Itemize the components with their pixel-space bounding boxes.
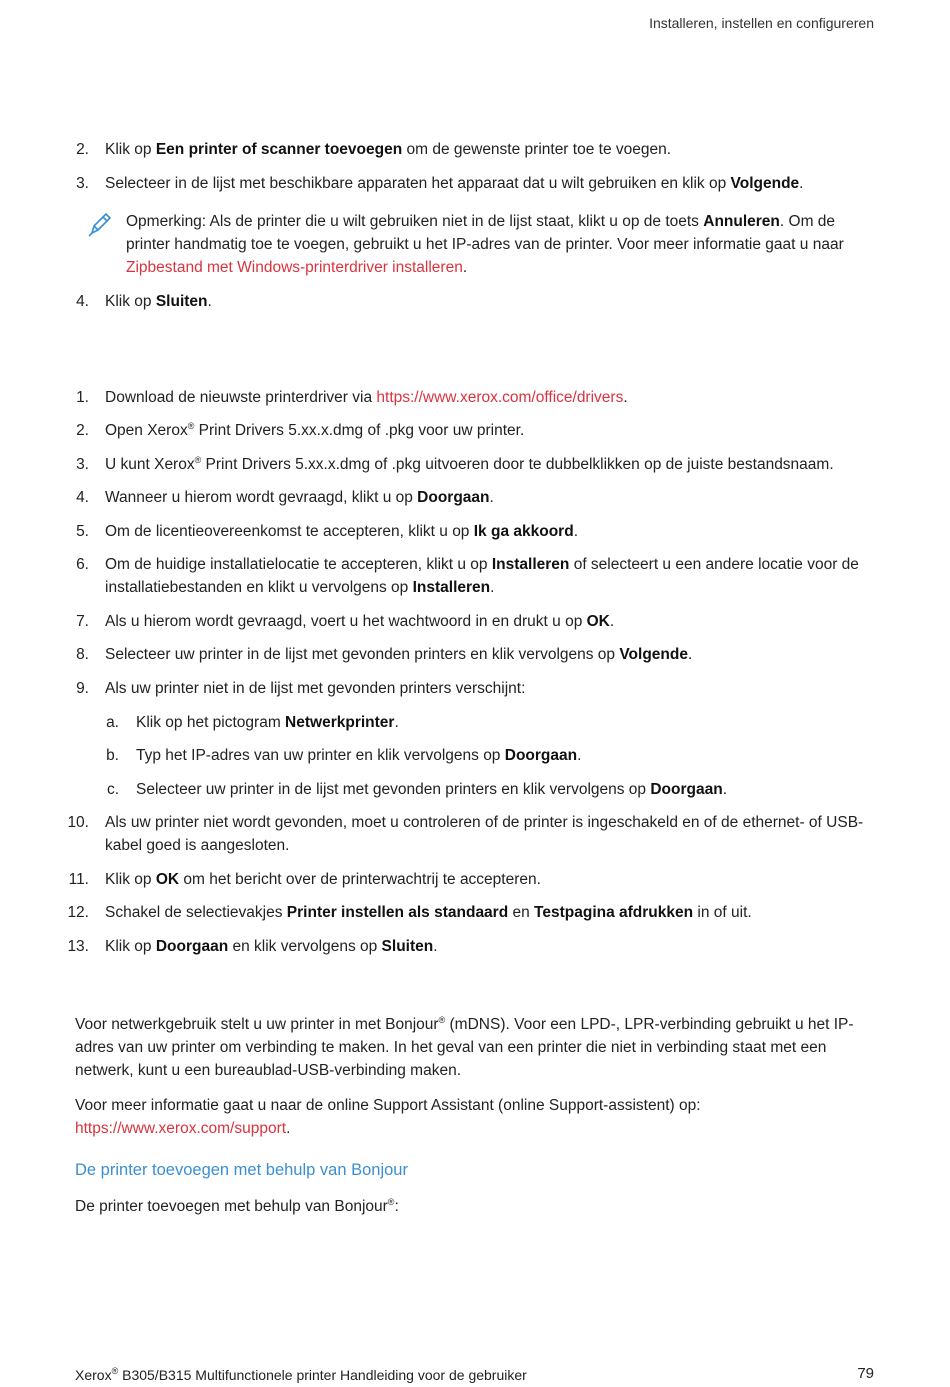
registered-mark: ®	[187, 421, 195, 431]
step-text: en klik vervolgens op	[228, 938, 382, 955]
body-paragraph	[75, 1013, 875, 1082]
step-text: .	[609, 613, 615, 630]
ui-term: Installeren	[412, 579, 491, 596]
ui-term: Doorgaan	[417, 489, 490, 506]
ui-term: OK	[586, 613, 610, 630]
ui-term: Printer instellen als standaard	[286, 904, 509, 921]
step-number: 13.	[67, 938, 89, 955]
ui-term: Volgende	[730, 175, 800, 192]
step-number: 4.	[76, 293, 89, 310]
step-number: 10.	[67, 814, 89, 831]
step-text: Selecteer uw printer in de lijst met gevonden printers en klik vervolgens op	[136, 781, 651, 798]
step-number: 6.	[76, 556, 89, 573]
step-text: Als u hierom wordt gevraagd, voert u het wachtwoord in en drukt u op	[105, 613, 587, 630]
step-text: .	[433, 938, 438, 955]
running-header: Installeren, instellen en configureren	[649, 15, 874, 31]
ui-term: Volgende	[619, 646, 688, 663]
paragraph-text: De printer toevoegen met behulp van Bonjour	[75, 1198, 388, 1215]
step-text: .	[722, 781, 728, 798]
paragraph-text: (mDNS). Voor een LPD-, LPR-verbinding gebruikt u het IP-adres van uw printer om verbinding te maken. In het geval van een printer die niet in verbinding staat met een netwerk, kunt u een bureaublad-USB-verbinding maken.	[75, 1016, 854, 1079]
ui-term: Annuleren	[703, 213, 780, 230]
step-text: .	[623, 389, 628, 406]
step-number: 2.	[76, 422, 89, 439]
step-number: 4.	[76, 489, 89, 506]
substep-letter: a.	[106, 714, 119, 731]
ui-term: Testpagina afdrukken	[534, 904, 694, 921]
step-text: om de gewenste printer toe te voegen.	[402, 141, 672, 158]
ui-term: Doorgaan	[504, 747, 578, 764]
step-text: Klik op het pictogram	[136, 714, 286, 731]
step-text: Print Drivers 5.xx.x.dmg of .pkg uitvoeren door te dubbelklikken op de juiste bestandsnaam.	[201, 456, 834, 473]
ui-term: Netwerkprinter	[285, 714, 395, 731]
step-text: .	[489, 489, 494, 506]
note-text	[126, 210, 876, 279]
step-number: 9.	[76, 680, 89, 697]
ui-term: Sluiten	[381, 938, 434, 955]
step-text: .	[394, 714, 399, 731]
pencil-icon	[86, 210, 114, 238]
footer-text: Xerox	[75, 1367, 112, 1383]
step-number: 3.	[76, 175, 89, 192]
step-text: .	[490, 579, 495, 596]
running-footer	[75, 1364, 527, 1387]
step-text: .	[687, 646, 693, 663]
step-text: Klik op	[105, 871, 156, 888]
step-text: om het bericht over de printerwachtrij te accepteren.	[179, 871, 541, 888]
paragraph-text: Voor meer informatie gaat u naar de online Support Assistant (online Support-assistent) op:	[75, 1097, 701, 1114]
ui-term: Ik ga akkoord	[473, 523, 574, 540]
step-text: Schakel de selectievakjes	[105, 904, 287, 921]
support-link[interactable]: https://www.xerox.com/support	[75, 1120, 287, 1137]
step-text: Klik op	[105, 938, 156, 955]
ui-term: Doorgaan	[155, 938, 229, 955]
step-text: Klik op	[105, 293, 156, 310]
step-text: Als uw printer niet wordt gevonden, moet u controleren of de printer is ingeschakeld en of de ethernet- of USB-kabel goed is aangesloten.	[105, 814, 864, 854]
step-text: Klik op	[105, 141, 156, 158]
step-number: 7.	[76, 613, 89, 630]
body-paragraph	[75, 1094, 875, 1140]
step-text: Om de licentieovereenkomst te accepteren, klikt u op	[105, 523, 474, 540]
step-text: Selecteer uw printer in de lijst met gevonden printers en klik vervolgens op	[105, 646, 620, 663]
step-number: 12.	[67, 904, 89, 921]
step-number: 8.	[76, 646, 89, 663]
paragraph-text: :	[394, 1198, 399, 1215]
footer-text: B305/B315 Multifunctionele printer Handleiding voor de gebruiker	[118, 1367, 527, 1383]
registered-mark: ®	[438, 1015, 446, 1025]
drivers-link[interactable]: https://www.xerox.com/office/drivers	[376, 389, 624, 406]
step-number: 11.	[68, 871, 89, 888]
step-text: Print Drivers 5.xx.x.dmg of .pkg voor uw printer.	[194, 422, 525, 439]
note-body: . Om de printer handmatig toe te voegen, gebruikt u het IP-adres van de printer. Voor meer informatie gaat u naar	[126, 213, 844, 253]
paragraph-text: .	[286, 1120, 291, 1137]
step-text: Wanneer u hierom wordt gevraagd, klikt u op	[105, 489, 418, 506]
ui-term: Sluiten	[155, 293, 208, 310]
step-text: en	[508, 904, 535, 921]
registered-mark: ®	[387, 1197, 395, 1207]
step-number: 2.	[76, 141, 89, 158]
page-number: 79	[857, 1365, 874, 1382]
step-text: Typ het IP-adres van uw printer en klik vervolgens op	[136, 747, 505, 764]
step-text: .	[207, 293, 212, 310]
note-body: .	[462, 259, 468, 276]
body-paragraph	[75, 1195, 875, 1218]
step-number: 3.	[76, 456, 89, 473]
note-body: Opmerking: Als de printer die u wilt gebruiken niet in de lijst staat, klikt u op de toets	[126, 213, 704, 230]
step-text: U kunt Xerox	[105, 456, 195, 473]
step-text: Open Xerox	[105, 422, 188, 439]
paragraph-text: Voor netwerkgebruik stelt u uw printer in met Bonjour	[75, 1016, 439, 1033]
substep-letter: b.	[106, 747, 119, 764]
step-text: Selecteer in de lijst met beschikbare apparaten het apparaat dat u wilt gebruiken en klik op	[105, 175, 731, 192]
step-number: 1.	[76, 389, 89, 406]
ui-term: Een printer of scanner toevoegen	[155, 141, 403, 158]
step-text: Om de huidige installatielocatie te accepteren, klikt u op	[105, 556, 492, 573]
step-text: .	[577, 747, 582, 764]
section-subheading: De printer toevoegen met behulp van Bonjour	[75, 1161, 408, 1179]
step-text: in of uit.	[693, 904, 752, 921]
step-text: Download de nieuwste printerdriver via	[105, 389, 377, 406]
doc-link[interactable]: Zipbestand met Windows-printerdriver installeren	[126, 259, 463, 276]
step-text: .	[799, 175, 804, 192]
substep-letter: c.	[106, 781, 119, 798]
step-text: .	[573, 523, 578, 540]
ui-term: Installeren	[491, 556, 570, 573]
step-text: Als uw printer niet in de lijst met gevonden printers verschijnt:	[105, 680, 526, 697]
ui-term: OK	[155, 871, 180, 888]
step-number: 5.	[76, 523, 89, 540]
registered-mark: ®	[194, 455, 202, 465]
step-text: of selecteert u een andere locatie voor de installatiebestanden en klikt u vervolgens op	[105, 556, 859, 596]
ui-term: Doorgaan	[650, 781, 723, 798]
registered-mark: ®	[111, 1366, 119, 1376]
